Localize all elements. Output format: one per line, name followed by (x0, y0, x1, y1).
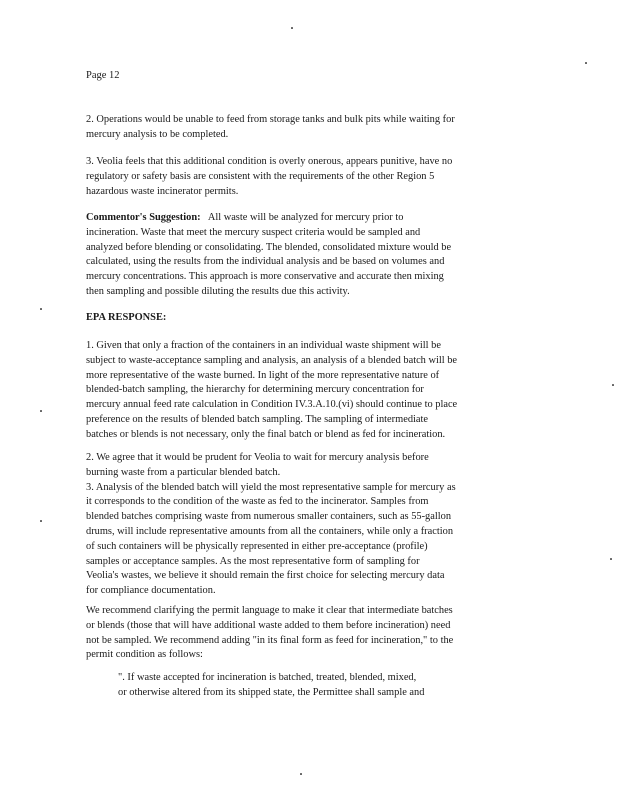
scan-speck (40, 520, 42, 522)
text-line: preference on the results of blended batch sampling. The sampling of intermediate (86, 413, 429, 425)
response-paragraph-2-3 (86, 451, 532, 599)
response-paragraph-1 (86, 339, 532, 443)
quoted-permit-condition (118, 671, 564, 701)
scan-speck (612, 384, 614, 386)
text-line: batches or blends is not necessary, only the final batch or blend as fed for incineration. (86, 428, 446, 440)
text-line: samples or acceptance samples. As the most representative form of sampling for (86, 555, 420, 567)
scan-speck (300, 773, 302, 775)
text-line: permit condition as follows: (86, 649, 203, 661)
text-line: 2. We agree that it would be prudent for Veolia to wait for mercury analysis before (86, 452, 429, 463)
text-line: 1. Given that only a fraction of the containers in an individual waste shipment will be (86, 340, 441, 351)
text-line: mercury concentrations. This approach is more conservative and accurate then mixing (86, 271, 444, 283)
paragraph-veolia-objection (86, 155, 532, 199)
text-line: subject to waste-acceptance sampling and analysis, an analysis of a blended batch will be (86, 354, 458, 366)
text-line: ". If waste accepted for incineration is batched, treated, blended, mixed, (118, 672, 417, 683)
scan-speck (40, 308, 42, 310)
text-line: regulatory or safety basis are consistent with the requirements of the other Region 5 (86, 170, 435, 182)
text-line: hazardous waste incinerator permits. (86, 185, 239, 197)
text-line: 2. Operations would be unable to feed from storage tanks and bulk pits while waiting for (86, 114, 455, 125)
text-line: mercury analysis to be completed. (86, 128, 229, 140)
text-line: All waste will be analyzed for mercury prior to (200, 212, 404, 223)
text-line: it corresponds to the condition of the waste as fed to the incinerator. Samples from (86, 496, 429, 508)
text-line: 3. Veolia feels that this additional condition is overly onerous, appears punitive, have no (86, 156, 453, 167)
paragraph-operations (86, 113, 532, 143)
text-line: drums, will include representative amounts from all the containers, while only a fraction (86, 525, 454, 537)
text-line: blended batches comprising waste from numerous smaller containers, such as 55-gallon (86, 511, 452, 523)
text-line: 3. Analysis of the blended batch will yield the most representative sample for mercury as (86, 481, 456, 493)
text-line: or blends (those that will have additional waste added to them before incineration) need (86, 619, 451, 631)
text-line: more representative of the waste burned. In light of the more representative nature of (86, 369, 440, 381)
text-line: Veolia's wastes, we believe it should remain the first choice for selecting mercury data (86, 570, 445, 582)
text-line: for compliance documentation. (86, 585, 216, 597)
epa-response-heading: EPA RESPONSE: (86, 312, 167, 323)
text-line: then sampling and possible diluting the results due this activity. (86, 285, 350, 297)
text-line: of such containers will be physically represented in either pre-acceptance (profile) (86, 540, 428, 552)
scan-speck (291, 27, 293, 29)
text-line: burning waste from a particular blended batch. (86, 466, 281, 478)
text-line: not be sampled. We recommend adding "in its final form as feed for incineration," to the (86, 634, 454, 646)
text-line: incineration. Waste that meet the mercury suspect criteria would be sampled and (86, 226, 421, 238)
recommendation-paragraph (86, 604, 532, 663)
commentor-suggestion (86, 211, 532, 300)
text-line: We recommend clarifying the permit language to make it clear that intermediate batches (86, 605, 453, 616)
text-line: calculated, using the results from the individual analysis and be based on volumes and (86, 256, 445, 268)
scan-speck (40, 410, 42, 412)
text-line: analyzed before blending or consolidating. The blended, consolidated mixture would be (86, 241, 452, 253)
text-line: mercury annual feed rate calculation in Condition IV.3.A.10.(vi) should continue to place (86, 399, 458, 411)
scan-speck (585, 62, 587, 64)
page-number: Page 12 (86, 70, 120, 81)
text-line: or otherwise altered from its shipped state, the Permittee shall sample and (118, 686, 425, 698)
suggestion-label: Commentor's Suggestion: (86, 212, 201, 223)
scan-speck (610, 558, 612, 560)
text-line: blended-batch sampling, the hierarchy for determining mercury concentration for (86, 384, 424, 396)
